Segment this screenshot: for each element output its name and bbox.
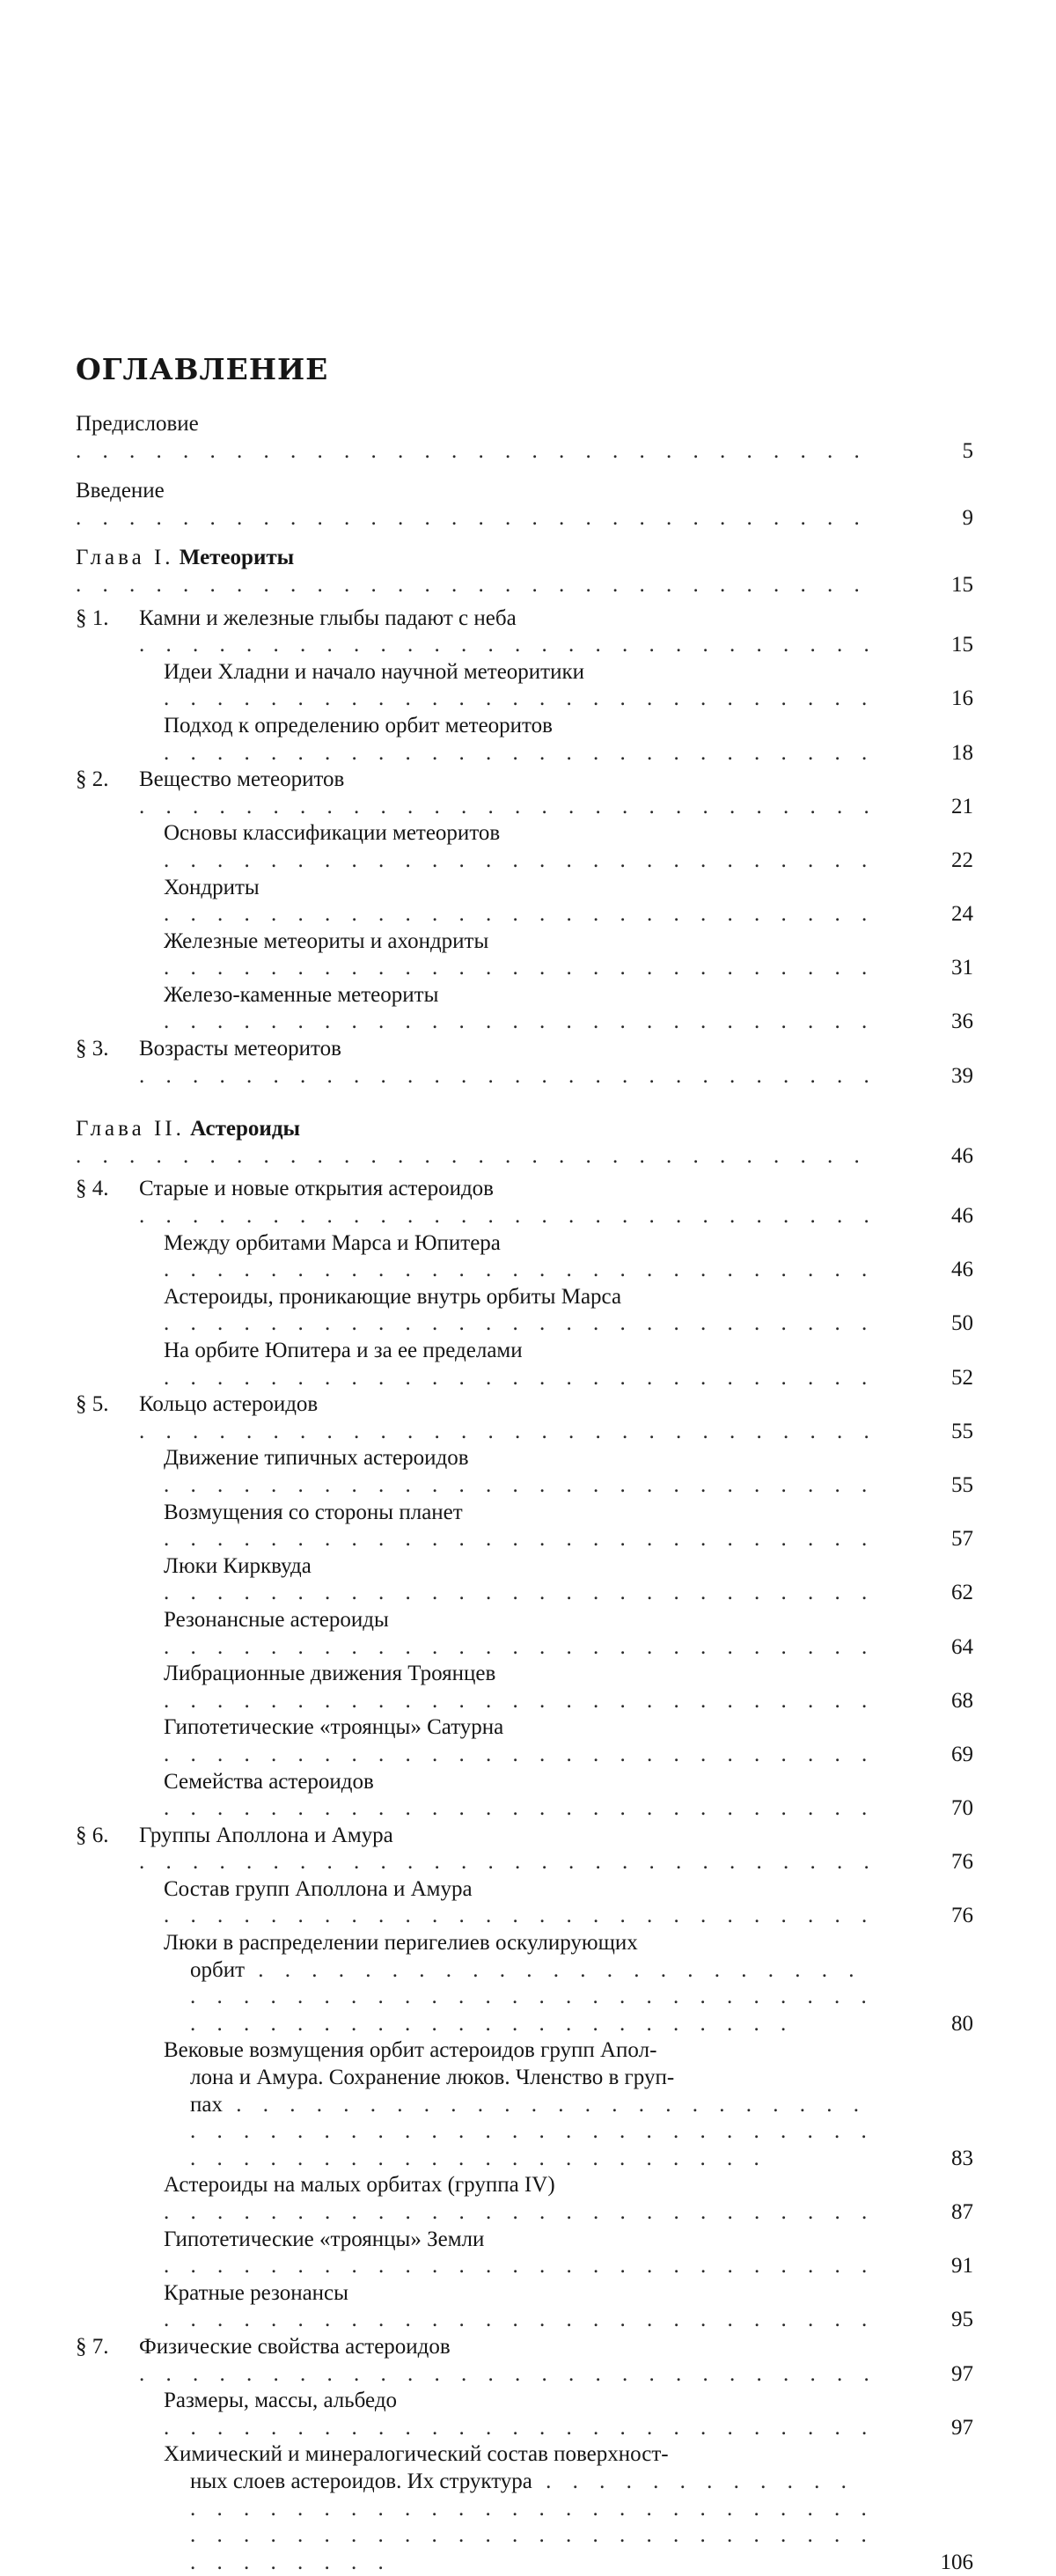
entry-title: Семейства астероидов bbox=[164, 1769, 374, 1794]
page-number: 69 bbox=[951, 1742, 973, 1766]
toc-subentry bbox=[76, 2172, 973, 2226]
toc-subentry-multiline bbox=[76, 2037, 973, 2172]
toc-subentry bbox=[76, 2280, 973, 2334]
entry-title: Движение типичных астероидов bbox=[164, 1446, 469, 1471]
toc-section-2 bbox=[76, 767, 973, 820]
page-number: 52 bbox=[951, 1365, 973, 1390]
toc-subentry bbox=[76, 982, 973, 1036]
entry-title: Резонансные астероиды bbox=[164, 1607, 389, 1632]
page-number: 5 bbox=[962, 438, 973, 463]
page-number: 18 bbox=[951, 740, 973, 765]
chapter-title: Метеориты bbox=[179, 546, 295, 570]
page-number: 62 bbox=[951, 1581, 973, 1605]
entry-title: Хондриты bbox=[164, 875, 260, 899]
entry-title-continuation: ных слоев астероидов. Их структура bbox=[190, 2469, 532, 2493]
toc-subentry bbox=[76, 659, 973, 713]
entry-title: Астероиды, проникающие внутрь орбиты Марса bbox=[164, 1284, 622, 1309]
entry-title: Идеи Хладни и начало научной метеоритики bbox=[164, 659, 585, 684]
page-number: 70 bbox=[951, 1796, 973, 1821]
entry-title: Подход к определению орбит метеоритов bbox=[164, 713, 553, 738]
page-number: 22 bbox=[951, 848, 973, 872]
page-number: 9 bbox=[962, 505, 973, 530]
page-number: 106 bbox=[940, 2550, 973, 2574]
page-number: 15 bbox=[951, 633, 973, 657]
page-number: 21 bbox=[951, 794, 973, 818]
entry-title: Вещество метеоритов bbox=[139, 767, 345, 792]
section-mark: § 5. bbox=[76, 1392, 109, 1417]
toc-subentry bbox=[76, 2388, 973, 2441]
entry-title: Кратные резонансы bbox=[164, 2280, 348, 2305]
entry-title-line-2: лона и Амура. Сохранение люков. Членство в груп- bbox=[190, 2066, 675, 2090]
toc-subentry bbox=[76, 713, 973, 767]
toc-subentry bbox=[76, 1876, 973, 1930]
page-number: 97 bbox=[951, 2361, 973, 2386]
toc-subentry bbox=[76, 1714, 973, 1768]
toc-subentry bbox=[76, 1500, 973, 1553]
page-number: 39 bbox=[951, 1063, 973, 1088]
toc-subentry bbox=[76, 1553, 973, 1607]
page-title: ОГЛАВЛЕНИЕ bbox=[76, 352, 329, 386]
entry-title: Камни и железные глыбы падают с неба bbox=[139, 605, 517, 630]
page-number: 76 bbox=[951, 1850, 973, 1875]
page-number: 97 bbox=[951, 2415, 973, 2440]
toc-subentry bbox=[76, 1338, 973, 1391]
toc-subentry bbox=[76, 1445, 973, 1499]
page-number: 46 bbox=[951, 1204, 973, 1229]
entry-title: Возрасты метеоритов bbox=[139, 1037, 341, 1061]
toc-subentry-multiline bbox=[76, 2441, 973, 2576]
page-number: 55 bbox=[951, 1419, 973, 1443]
section-mark: § 4. bbox=[76, 1177, 109, 1201]
section-mark: § 2. bbox=[76, 767, 109, 792]
toc-subentry bbox=[76, 875, 973, 928]
toc-subentry bbox=[76, 928, 973, 982]
entry-title-line-1: Вековые возмущения орбит астероидов групп Апол- bbox=[164, 2038, 657, 2063]
entry-title: Размеры, массы, альбедо bbox=[164, 2389, 398, 2413]
entry-title: Люки в распределении перигелиев оскулирующих bbox=[164, 1931, 638, 1956]
page-number: 76 bbox=[951, 1904, 973, 1928]
toc-chapter-2 bbox=[76, 1116, 973, 1170]
toc-section-3 bbox=[76, 1036, 973, 1090]
entry-title: Химический и минералогический состав поверхност- bbox=[164, 2442, 669, 2467]
entry-title: Предисловие bbox=[76, 412, 199, 436]
page-number: 46 bbox=[951, 1143, 973, 1168]
toc-subentry bbox=[76, 1661, 973, 1714]
entry-title-continuation: пах bbox=[190, 2092, 223, 2117]
toc-subentry bbox=[76, 1769, 973, 1823]
page-number: 24 bbox=[951, 902, 973, 927]
toc-section-5 bbox=[76, 1391, 973, 1445]
entry-title: Старые и новые открытия астероидов bbox=[139, 1177, 494, 1201]
page-number: 15 bbox=[951, 572, 973, 597]
toc-page bbox=[76, 348, 973, 2576]
toc-subentry bbox=[76, 1230, 973, 1284]
toc-subentry bbox=[76, 820, 973, 874]
section-mark: § 7. bbox=[76, 2334, 109, 2359]
chapter-label: Глава I. bbox=[76, 546, 174, 570]
entry-title: Астероиды на малых орбитах (группа IV) bbox=[164, 2173, 555, 2198]
entry-title-continuation: орбит bbox=[190, 1957, 246, 1982]
page-number: 87 bbox=[951, 2200, 973, 2224]
toc-section-6 bbox=[76, 1823, 973, 1876]
toc-section-1 bbox=[76, 605, 973, 659]
entry-title: Возмущения со стороны планет bbox=[164, 1500, 463, 1524]
entry-title: Либрационные движения Троянцев bbox=[164, 1662, 496, 1686]
entry-title: Гипотетические «троянцы» Сатурна bbox=[164, 1715, 504, 1740]
chapter-label: Глава II. bbox=[76, 1117, 185, 1141]
toc-chapter-1 bbox=[76, 545, 973, 598]
page-number: 95 bbox=[951, 2308, 973, 2332]
page-number: 31 bbox=[951, 956, 973, 980]
entry-title: На орбите Юпитера и за ее пределами bbox=[164, 1339, 523, 1362]
toc-entry-introduction bbox=[76, 478, 973, 532]
page-number: 68 bbox=[951, 1688, 973, 1713]
entry-title: Состав групп Аполлона и Амура bbox=[164, 1876, 473, 1901]
chapter-title: Астероиды bbox=[190, 1117, 301, 1141]
toc-entry-preface bbox=[76, 411, 973, 465]
page-number: 80 bbox=[951, 2011, 973, 2036]
entry-title: Железные метеориты и ахондриты bbox=[164, 928, 489, 953]
entry-title: Основы классификации метеоритов bbox=[164, 821, 501, 846]
page-number: 83 bbox=[951, 2146, 973, 2170]
entry-title: Физические свойства астероидов bbox=[139, 2334, 451, 2359]
section-mark: § 3. bbox=[76, 1037, 109, 1061]
section-mark: § 1. bbox=[76, 605, 109, 630]
toc-section-7 bbox=[76, 2334, 973, 2388]
toc-subentry bbox=[76, 1284, 973, 1338]
toc-subentry bbox=[76, 2227, 973, 2280]
page-number: 64 bbox=[951, 1634, 973, 1659]
entry-title: Между орбитами Марса и Юпитера bbox=[164, 1230, 501, 1255]
section-mark: § 6. bbox=[76, 1823, 109, 1847]
toc-section-4 bbox=[76, 1176, 973, 1229]
toc-list bbox=[76, 411, 973, 2576]
toc-subentry-multiline bbox=[76, 1930, 973, 2037]
page-number: 50 bbox=[951, 1311, 973, 1336]
page-number: 36 bbox=[951, 1009, 973, 1034]
page-number: 16 bbox=[951, 686, 973, 711]
page-number: 55 bbox=[951, 1472, 973, 1497]
entry-title: Гипотетические «троянцы» Земли bbox=[164, 2227, 485, 2251]
entry-title: Люки Кирквуда bbox=[164, 1553, 312, 1578]
entry-title: Введение bbox=[76, 479, 165, 503]
page-number: 57 bbox=[951, 1527, 973, 1552]
page-number: 46 bbox=[951, 1258, 973, 1282]
entry-title: Кольцо астероидов bbox=[139, 1392, 319, 1417]
entry-title: Железо-каменные метеориты bbox=[164, 982, 439, 1007]
page-number: 91 bbox=[951, 2254, 973, 2279]
entry-title: Группы Аполлона и Амура bbox=[139, 1823, 393, 1847]
